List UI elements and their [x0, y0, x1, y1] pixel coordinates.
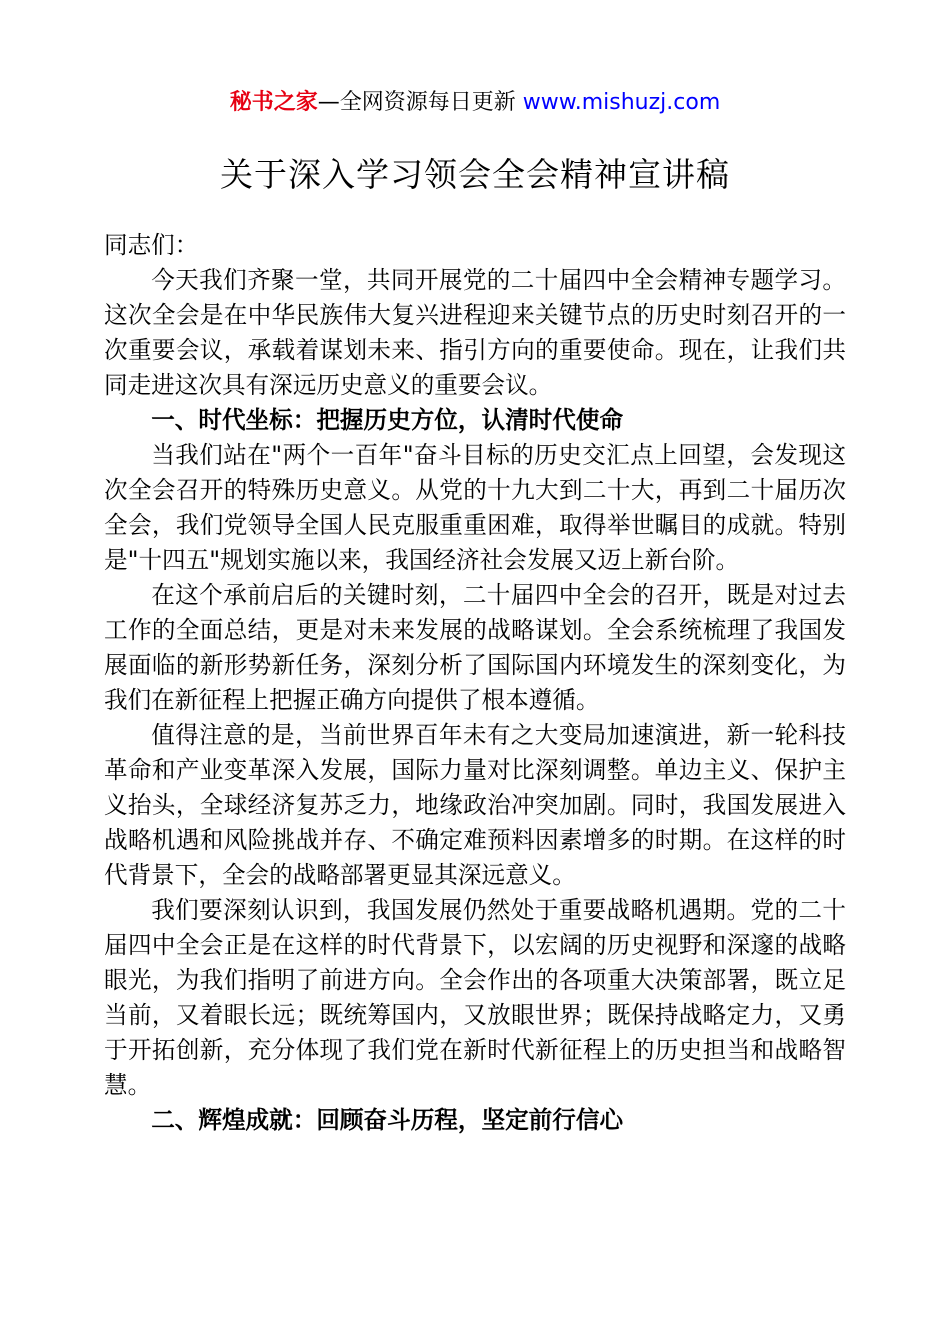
salutation: 同志们：: [104, 231, 199, 259]
intro-paragraph: 今天我们齐聚一堂，共同开展党的二十届四中全会精神专题学习。这次全会是在中华民族伟大复兴进程迎来关键节点的历史时刻召开的一次重要会议，承载着谋划未来、指引方向的重要使命。现在，让我们共同走进这次具有深远历史意义的重要会议。: [104, 266, 846, 399]
section-1-paragraph-2: 在这个承前启后的关键时刻，二十届四中全会的召开，既是对过去工作的全面总结，更是对未来发展的战略谋划。全会系统梳理了我国发展面临的新形势新任务，深刻分析了国际国内环境发生的深刻变化，为我们在新征程上把握正确方向提供了根本遵循。: [104, 581, 846, 714]
brand-name: 秘书之家: [229, 90, 318, 115]
document-body: [104, 228, 846, 1138]
section-2-heading: 二、辉煌成就：回顾奋斗历程，坚定前行信心: [151, 1106, 624, 1134]
document-title: 关于深入学习领会全会精神宣讲稿: [220, 155, 730, 194]
header-tagline: —全网资源每日更新: [317, 90, 523, 115]
site-url-link[interactable]: www.mishuzj.com: [522, 90, 721, 115]
section-1-paragraph-1: 当我们站在"两个一百年"奋斗目标的历史交汇点上回望，会发现这次全会召开的特殊历史意义。从党的十九大到二十大，再到二十届历次全会，我们党领导全国人民克服重重困难，取得举世瞩目的成就。特别是"十四五"规划实施以来，我国经济社会发展又迈上新台阶。: [104, 441, 846, 574]
section-1-heading: 一、时代坐标：把握历史方位，认清时代使命: [151, 406, 624, 434]
section-1-paragraph-3: 值得注意的是，当前世界百年未有之大变局加速演进，新一轮科技革命和产业变革深入发展，国际力量对比深刻调整。单边主义、保护主义抬头，全球经济复苏乏力，地缘政治冲突加剧。同时，我国发展进入战略机遇和风险挑战并存、不确定难预料因素增多的时期。在这样的时代背景下，全会的战略部署更显其深远意义。: [104, 721, 846, 889]
site-header: [104, 86, 846, 120]
section-1-paragraph-4: 我们要深刻认识到，我国发展仍然处于重要战略机遇期。党的二十届四中全会正是在这样的时代背景下，以宏阔的历史视野和深邃的战略眼光，为我们指明了前进方向。全会作出的各项重大决策部署，既立足当前，又着眼长远；既统筹国内，又放眼世界；既保持战略定力，又勇于开拓创新，充分体现了我们党在新时代新征程上的历史担当和战略智慧。: [104, 896, 846, 1099]
